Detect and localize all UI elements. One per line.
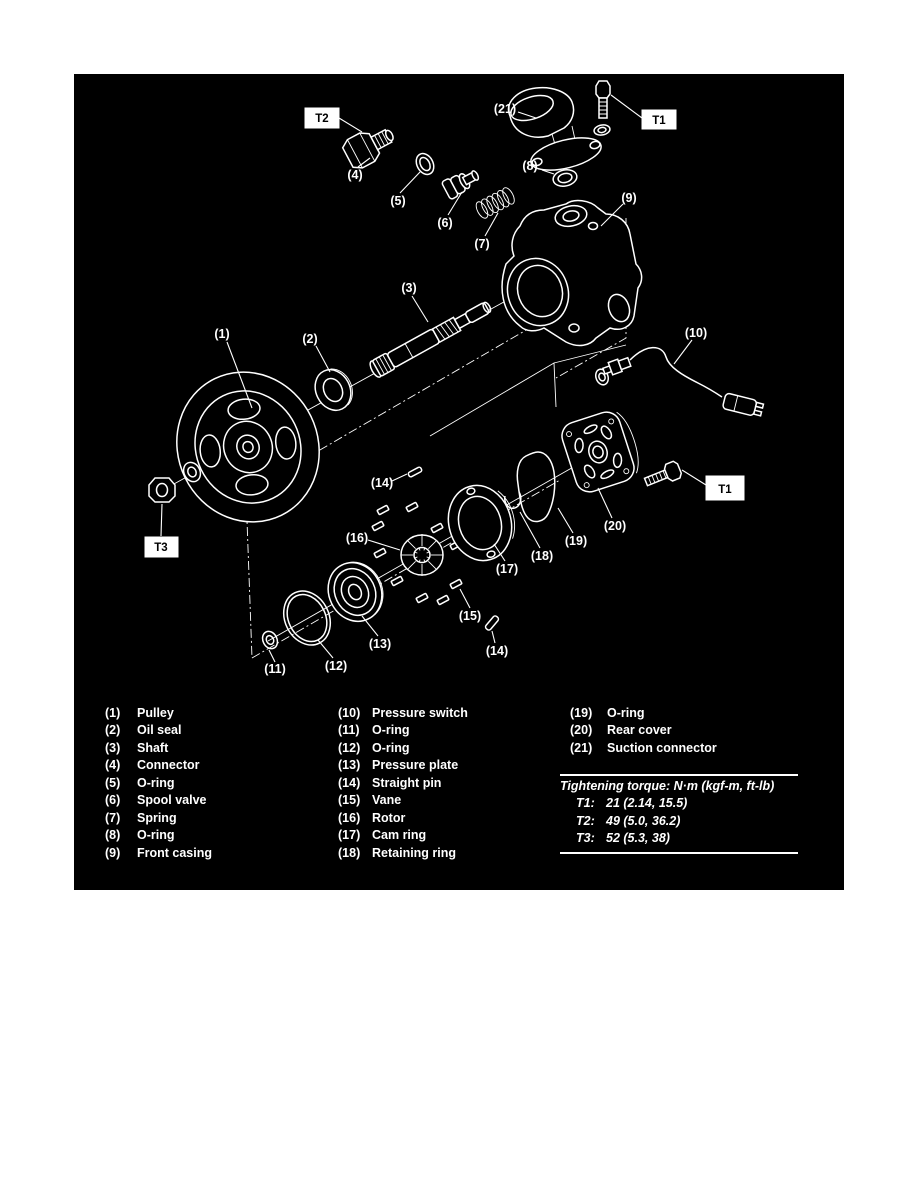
torque-row-id: T1: <box>576 796 595 810</box>
rear-cover-drawing <box>558 406 645 495</box>
o-ring-5-drawing <box>413 151 437 178</box>
legend-item <box>105 775 212 792</box>
legend-label: Suction connector <box>607 740 717 755</box>
cam-ring-drawing <box>440 477 524 568</box>
legend-label: Front casing <box>137 845 213 860</box>
torque-table <box>560 774 798 854</box>
legend-item <box>338 775 468 792</box>
legend-label: O-ring <box>607 706 645 720</box>
shaft-drawing <box>368 298 494 379</box>
legend-item <box>338 722 468 739</box>
callout-label-18: (18) <box>530 549 554 563</box>
legend-num: (13) <box>338 758 361 773</box>
legend-num: (6) <box>105 793 121 808</box>
legend-label: Pressure plate <box>372 758 459 773</box>
legend-num: (10) <box>338 706 361 720</box>
legend-num: (1) <box>105 706 121 720</box>
torque-row-value: 49 (5.0, 36.2) <box>606 813 681 828</box>
legend-label: Shaft <box>137 740 169 755</box>
torque-row <box>560 813 798 831</box>
callout-label-12: (12) <box>324 659 348 673</box>
legend-num: (8) <box>105 828 121 843</box>
legend-label: O-ring <box>372 723 410 738</box>
legend-num: (15) <box>338 793 361 808</box>
legend-column-1 <box>105 705 212 862</box>
legend-label: Pressure switch <box>372 706 468 720</box>
legend-label: Connector <box>137 758 200 773</box>
torque-box-t2 <box>305 108 339 128</box>
legend-num: (4) <box>105 758 121 773</box>
legend-num: (17) <box>338 828 361 843</box>
legend-item <box>105 757 212 774</box>
callout-label-15: (15) <box>458 609 482 623</box>
legend-num: (3) <box>105 740 121 755</box>
legend-column-2 <box>338 705 468 862</box>
torque-box-t1-side-label: T1 <box>718 484 732 496</box>
oil-seal-drawing <box>309 363 360 416</box>
torque-table-title: Tightening torque: N·m (kgf-m, ft-lb) <box>560 779 775 793</box>
rotor-drawing <box>401 534 443 576</box>
legend-label: Cam ring <box>372 828 427 843</box>
legend-label: Rotor <box>372 810 406 825</box>
torque-row-id: T2: <box>576 813 595 828</box>
legend-item <box>338 792 468 809</box>
legend-num: (21) <box>570 740 593 755</box>
callout-label-3: (3) <box>401 281 417 295</box>
torque-row-id: T3: <box>576 831 595 845</box>
callout-label-10: (10) <box>684 326 708 340</box>
pulley-drawing <box>152 348 344 546</box>
spool-valve-drawing <box>441 166 482 200</box>
legend-label: Rear cover <box>607 723 672 738</box>
legend-item <box>338 705 468 722</box>
legend-item <box>105 740 212 757</box>
legend-label: Spring <box>137 810 177 825</box>
legend-item <box>338 757 468 774</box>
callout-label-13: (13) <box>368 637 392 651</box>
o-ring-8-drawing <box>552 168 579 189</box>
torque-box-t1-side <box>706 476 744 500</box>
legend-label: O-ring <box>372 740 410 755</box>
callout-label-21: (21) <box>493 102 517 116</box>
legend-label: Vane <box>372 793 402 808</box>
legend-item <box>105 810 212 827</box>
legend-item <box>570 740 717 757</box>
legend-num: (16) <box>338 810 361 825</box>
legend-num: (5) <box>105 775 121 790</box>
callout-label-14a: (14) <box>370 476 394 490</box>
torque-row <box>560 795 798 813</box>
legend-num: (20) <box>570 723 593 738</box>
legend-num: (9) <box>105 845 121 860</box>
legend-label: O-ring <box>137 828 175 843</box>
legend-num: (2) <box>105 723 121 738</box>
callout-label-6: (6) <box>437 216 453 230</box>
legend-item <box>105 827 212 844</box>
legend-num: (19) <box>570 706 593 720</box>
legend-item <box>105 722 212 739</box>
legend-item <box>338 827 468 844</box>
torque-box-t2-label: T2 <box>315 113 329 125</box>
legend-column-3 <box>570 705 717 757</box>
callout-label-14b: (14) <box>485 644 509 658</box>
callout-label-5: (5) <box>390 194 406 208</box>
torque-box-t3 <box>145 537 178 557</box>
callout-label-9: (9) <box>621 191 637 205</box>
legend-label: O-ring <box>137 775 175 790</box>
legend-label: Retaining ring <box>372 845 457 860</box>
callout-label-4: (4) <box>347 168 363 182</box>
legend-item <box>570 705 717 722</box>
legend-item <box>570 722 717 739</box>
legend-item <box>338 740 468 757</box>
legend-num: (12) <box>338 740 361 755</box>
callout-label-7: (7) <box>474 237 490 251</box>
legend-num: (7) <box>105 810 121 825</box>
legend-item <box>105 792 212 809</box>
exploded-view-diagram <box>74 74 844 890</box>
pulley-nut-drawing <box>149 478 175 502</box>
legend-item <box>338 810 468 827</box>
torque-row-value: 21 (2.14, 15.5) <box>606 796 688 810</box>
legend-label: Pulley <box>137 706 174 720</box>
legend-num: (18) <box>338 845 361 860</box>
torque-box-t3-label: T3 <box>154 542 168 554</box>
callout-label-20: (20) <box>603 519 627 533</box>
callout-label-16: (16) <box>345 531 369 545</box>
callout-label-17: (17) <box>495 562 519 576</box>
straight-pin-bottom-drawing <box>485 615 500 631</box>
spring-drawing <box>474 186 517 220</box>
legend-item <box>338 845 468 862</box>
connector-drawing <box>340 120 399 172</box>
torque-box-t1-top <box>642 110 676 129</box>
torque-row <box>560 830 798 848</box>
callout-label-1: (1) <box>214 327 230 341</box>
torque-row-value: 52 (5.3, 38) <box>606 831 670 845</box>
straight-pin-top-drawing <box>408 467 423 478</box>
casing-bolt-drawing <box>593 81 610 136</box>
legend-num: (11) <box>338 723 360 738</box>
legend-item <box>105 845 212 862</box>
legend-label: Straight pin <box>372 775 442 790</box>
cover-bolt-drawing <box>643 460 683 490</box>
torque-box-t1-top-label: T1 <box>652 115 666 127</box>
callout-label-2: (2) <box>302 332 318 346</box>
legend-label: Spool valve <box>137 793 207 808</box>
callout-label-8: (8) <box>522 159 538 173</box>
legend-label: Oil seal <box>137 723 182 738</box>
callout-label-19: (19) <box>564 534 588 548</box>
legend-num: (14) <box>338 775 361 790</box>
legend-item <box>105 705 212 722</box>
front-casing-drawing <box>498 201 641 346</box>
callout-label-11: (11) <box>264 662 286 676</box>
